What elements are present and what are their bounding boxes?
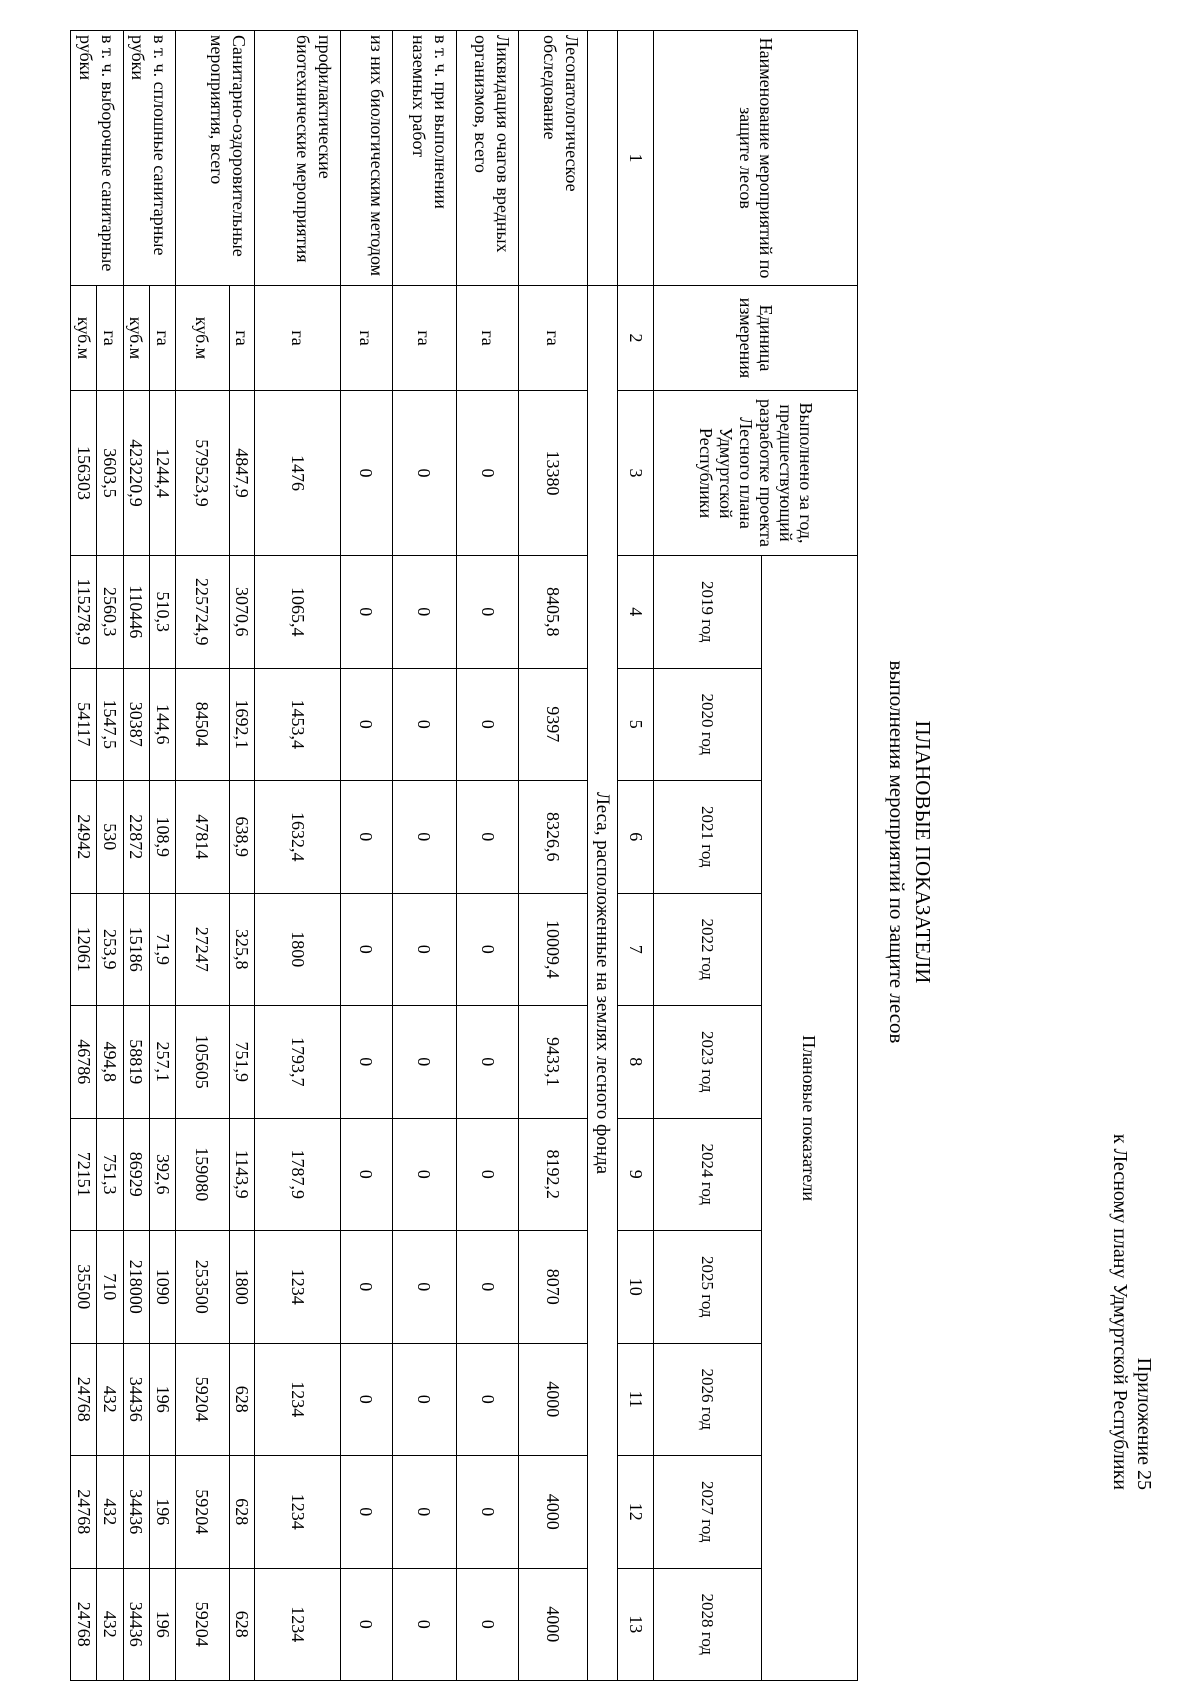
row-value: 0 xyxy=(457,1568,519,1681)
row-name: профилактические биотехнические мероприятия xyxy=(255,31,341,286)
row-value: 0 xyxy=(341,1456,392,1569)
column-number-row xyxy=(617,31,653,1681)
row-value: 1234 xyxy=(255,1231,341,1344)
row-value: 218000 xyxy=(123,1231,149,1344)
row-value: 115278,9 xyxy=(71,556,97,669)
row-value: 196 xyxy=(149,1456,175,1569)
row-done: 0 xyxy=(457,391,519,556)
appendix-note xyxy=(1108,0,1156,1490)
table-row xyxy=(229,31,255,1681)
row-unit: га xyxy=(255,286,341,391)
row-value: 0 xyxy=(457,668,519,781)
column-number: 2 xyxy=(617,286,653,391)
section-row xyxy=(587,31,617,1681)
row-done: 579523,9 xyxy=(176,391,230,556)
row-value: 0 xyxy=(341,668,392,781)
row-unit: га xyxy=(519,286,588,391)
row-value: 15186 xyxy=(123,893,149,1006)
header-year: 2022 год xyxy=(654,893,761,1006)
row-name: в т. ч. при выполнении наземных работ xyxy=(392,31,456,286)
header-year: 2027 год xyxy=(654,1456,761,1569)
row-value: 86929 xyxy=(123,1118,149,1231)
row-value: 253500 xyxy=(176,1231,230,1344)
header-row-1 xyxy=(761,31,857,1681)
header-year: 2020 год xyxy=(654,668,761,781)
row-value: 0 xyxy=(392,1118,456,1231)
header-done: Выполнено за год, предшествующий разработке проекта Лесного плана Удмуртской Республики xyxy=(654,391,858,556)
row-value: 0 xyxy=(457,1456,519,1569)
table-row xyxy=(457,31,519,1681)
document-title xyxy=(884,0,936,1704)
row-value: 12061 xyxy=(71,893,97,1006)
row-value: 1632,4 xyxy=(255,781,341,894)
row-value: 110446 xyxy=(123,556,149,669)
table-row xyxy=(255,31,341,1681)
group-name: в т. ч. выборочные санитарные рубки xyxy=(71,31,124,286)
column-number: 5 xyxy=(617,668,653,781)
row-value: 8192,2 xyxy=(519,1118,588,1231)
row-value: 24942 xyxy=(71,781,97,894)
row-done: 1244,4 xyxy=(149,391,175,556)
row-done: 0 xyxy=(392,391,456,556)
row-value: 24768 xyxy=(71,1568,97,1681)
row-value: 54117 xyxy=(71,668,97,781)
title-line-1: ПЛАНОВЫЕ ПОКАЗАТЕЛИ xyxy=(911,720,935,984)
row-unit: куб.м xyxy=(71,286,97,391)
row-value: 0 xyxy=(392,893,456,1006)
row-value: 0 xyxy=(341,556,392,669)
row-unit: куб.м xyxy=(176,286,230,391)
row-value: 4000 xyxy=(519,1456,588,1569)
appendix-line-1: Приложение 25 xyxy=(1133,1357,1155,1490)
header-name: Наименование мероприятий по защите лесов xyxy=(654,31,858,286)
row-value: 1234 xyxy=(255,1456,341,1569)
row-value: 1234 xyxy=(255,1343,341,1456)
row-value: 325,8 xyxy=(229,893,255,1006)
column-number: 3 xyxy=(617,391,653,556)
row-value: 144,6 xyxy=(149,668,175,781)
row-value: 0 xyxy=(341,1343,392,1456)
row-name: Ликвидация очагов вредных организмов, всего xyxy=(457,31,519,286)
table-row xyxy=(149,31,175,1681)
column-number: 11 xyxy=(617,1343,653,1456)
header-planned: Плановые показатели xyxy=(761,556,857,1681)
row-value: 8326,6 xyxy=(519,781,588,894)
header-year: 2023 год xyxy=(654,1006,761,1119)
row-done: 3603,5 xyxy=(97,391,123,556)
header-year: 2025 год xyxy=(654,1231,761,1344)
column-number: 6 xyxy=(617,781,653,894)
row-value: 105605 xyxy=(176,1006,230,1119)
row-value: 392,6 xyxy=(149,1118,175,1231)
row-value: 432 xyxy=(97,1343,123,1456)
row-unit: га xyxy=(229,286,255,391)
row-value: 8070 xyxy=(519,1231,588,1344)
row-value: 1453,4 xyxy=(255,668,341,781)
row-value: 0 xyxy=(457,781,519,894)
column-number: 10 xyxy=(617,1231,653,1344)
row-value: 47814 xyxy=(176,781,230,894)
row-value: 196 xyxy=(149,1568,175,1681)
row-value: 59204 xyxy=(176,1343,230,1456)
table-row xyxy=(341,31,392,1681)
row-value: 628 xyxy=(229,1568,255,1681)
row-value: 1800 xyxy=(255,893,341,1006)
plan-indicators-table xyxy=(70,30,858,1681)
row-value: 432 xyxy=(97,1456,123,1569)
column-number: 4 xyxy=(617,556,653,669)
row-value: 9433,1 xyxy=(519,1006,588,1119)
row-value: 751,9 xyxy=(229,1006,255,1119)
header-year: 2028 год xyxy=(654,1568,761,1681)
row-value: 0 xyxy=(341,893,392,1006)
group-name: Санитарно-оздоровительные мероприятия, всего xyxy=(176,31,255,286)
row-value: 0 xyxy=(392,1343,456,1456)
column-number: 1 xyxy=(617,31,653,286)
row-done: 4847,9 xyxy=(229,391,255,556)
header-year: 2026 год xyxy=(654,1343,761,1456)
column-number: 9 xyxy=(617,1118,653,1231)
header-year: 2024 год xyxy=(654,1118,761,1231)
row-value: 0 xyxy=(457,556,519,669)
row-value: 2560,3 xyxy=(97,556,123,669)
row-value: 0 xyxy=(457,1343,519,1456)
row-value: 751,3 xyxy=(97,1118,123,1231)
row-value: 34436 xyxy=(123,1568,149,1681)
row-value: 1090 xyxy=(149,1231,175,1344)
section-title: Леса, расположенные на землях лесного фонда xyxy=(587,286,617,1681)
row-value: 0 xyxy=(392,1568,456,1681)
title-line-2: выполнения мероприятий по защите лесов xyxy=(885,660,909,1044)
column-number: 12 xyxy=(617,1456,653,1569)
row-value: 0 xyxy=(392,781,456,894)
row-value: 84504 xyxy=(176,668,230,781)
row-value: 0 xyxy=(341,1118,392,1231)
row-value: 196 xyxy=(149,1343,175,1456)
row-value: 253,9 xyxy=(97,893,123,1006)
row-value: 58819 xyxy=(123,1006,149,1119)
row-name: из них биологическим методом xyxy=(341,31,392,286)
row-unit: га xyxy=(457,286,519,391)
row-value: 4000 xyxy=(519,1343,588,1456)
row-value: 494,8 xyxy=(97,1006,123,1119)
row-value: 0 xyxy=(341,781,392,894)
header-year: 2021 год xyxy=(654,781,761,894)
table-row xyxy=(97,31,123,1681)
row-value: 4000 xyxy=(519,1568,588,1681)
group-name: в т. ч. сплошные санитарные рубки xyxy=(123,31,176,286)
row-value: 30387 xyxy=(123,668,149,781)
row-value: 1234 xyxy=(255,1568,341,1681)
table-row xyxy=(519,31,588,1681)
row-value: 8405,8 xyxy=(519,556,588,669)
row-value: 710 xyxy=(97,1231,123,1344)
row-value: 0 xyxy=(457,1006,519,1119)
row-value: 510,3 xyxy=(149,556,175,669)
row-value: 0 xyxy=(392,1456,456,1569)
row-value: 225724,9 xyxy=(176,556,230,669)
row-value: 22872 xyxy=(123,781,149,894)
row-value: 35500 xyxy=(71,1231,97,1344)
row-done: 156303 xyxy=(71,391,97,556)
row-value: 108,9 xyxy=(149,781,175,894)
row-unit: куб.м xyxy=(123,286,149,391)
row-value: 530 xyxy=(97,781,123,894)
row-value: 72151 xyxy=(71,1118,97,1231)
table-row xyxy=(392,31,456,1681)
row-done: 13380 xyxy=(519,391,588,556)
row-done: 0 xyxy=(341,391,392,556)
row-value: 638,9 xyxy=(229,781,255,894)
row-value: 1793,7 xyxy=(255,1006,341,1119)
column-number: 13 xyxy=(617,1568,653,1681)
row-value: 0 xyxy=(341,1231,392,1344)
row-value: 34436 xyxy=(123,1343,149,1456)
row-value: 0 xyxy=(341,1568,392,1681)
row-value: 59204 xyxy=(176,1456,230,1569)
row-value: 24768 xyxy=(71,1456,97,1569)
row-value: 0 xyxy=(457,1118,519,1231)
row-value: 1692,1 xyxy=(229,668,255,781)
header-unit: Единица измерения xyxy=(654,286,858,391)
row-value: 0 xyxy=(392,1231,456,1344)
row-value: 71,9 xyxy=(149,893,175,1006)
row-value: 0 xyxy=(341,1006,392,1119)
row-value: 3070,6 xyxy=(229,556,255,669)
row-value: 1800 xyxy=(229,1231,255,1344)
row-value: 257,1 xyxy=(149,1006,175,1119)
header-year: 2019 год xyxy=(654,556,761,669)
column-number: 8 xyxy=(617,1006,653,1119)
row-unit: га xyxy=(149,286,175,391)
column-number: 7 xyxy=(617,893,653,1006)
row-value: 0 xyxy=(392,556,456,669)
row-value: 1065,4 xyxy=(255,556,341,669)
row-value: 0 xyxy=(457,1231,519,1344)
row-value: 34436 xyxy=(123,1456,149,1569)
row-unit: га xyxy=(97,286,123,391)
row-value: 9397 xyxy=(519,668,588,781)
row-unit: га xyxy=(392,286,456,391)
row-value: 1143,9 xyxy=(229,1118,255,1231)
row-name: Лесопатологическое обследование xyxy=(519,31,588,286)
row-value: 59204 xyxy=(176,1568,230,1681)
row-value: 46786 xyxy=(71,1006,97,1119)
row-value: 27247 xyxy=(176,893,230,1006)
row-value: 628 xyxy=(229,1343,255,1456)
appendix-line-2: к Лесному плану Удмуртской Республики xyxy=(1109,1133,1131,1490)
row-unit: га xyxy=(341,286,392,391)
row-value: 628 xyxy=(229,1456,255,1569)
row-value: 24768 xyxy=(71,1343,97,1456)
row-value: 1787,9 xyxy=(255,1118,341,1231)
row-value: 0 xyxy=(392,668,456,781)
row-done: 423220,9 xyxy=(123,391,149,556)
row-value: 1547,5 xyxy=(97,668,123,781)
row-value: 10009,4 xyxy=(519,893,588,1006)
row-value: 0 xyxy=(457,893,519,1006)
row-value: 159080 xyxy=(176,1118,230,1231)
row-value: 432 xyxy=(97,1568,123,1681)
row-done: 1476 xyxy=(255,391,341,556)
row-value: 0 xyxy=(392,1006,456,1119)
